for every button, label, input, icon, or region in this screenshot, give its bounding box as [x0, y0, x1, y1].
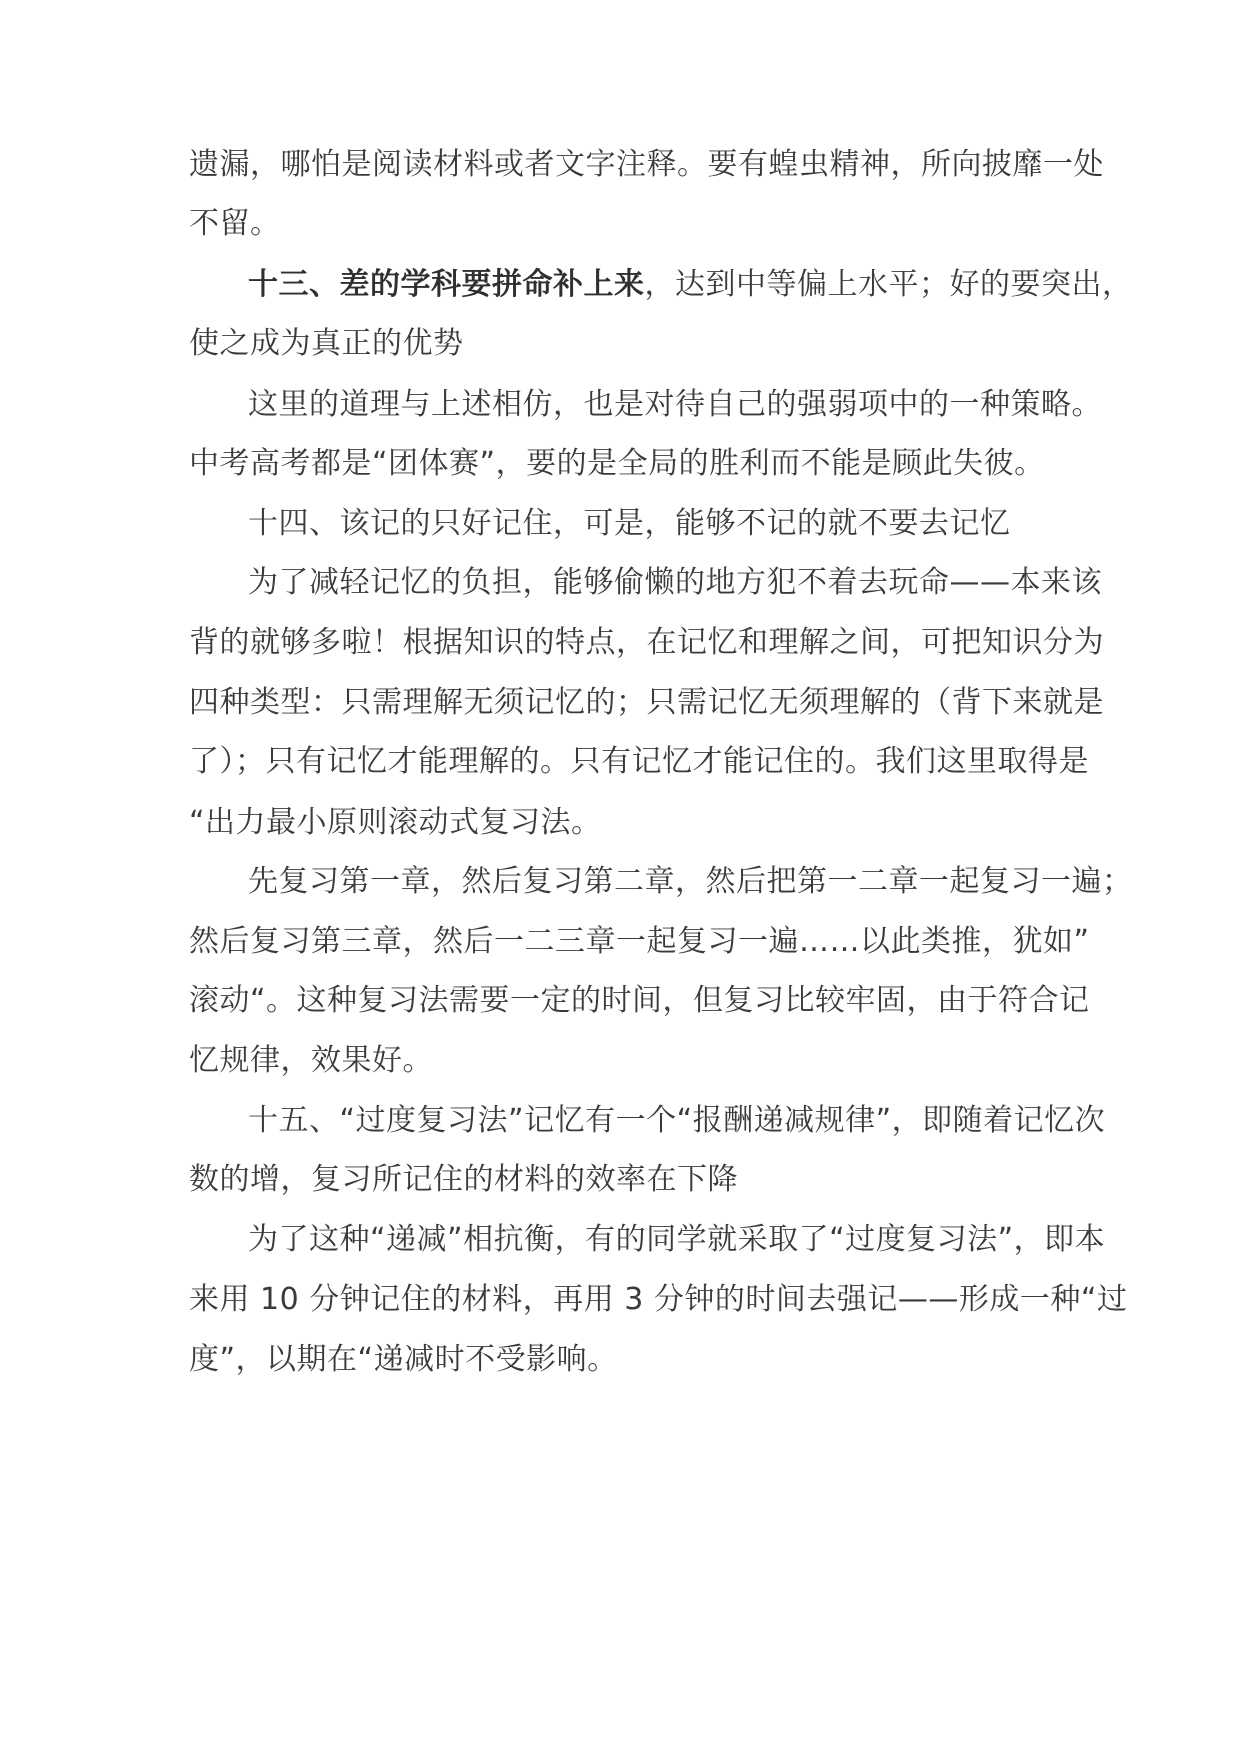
paragraph-line: 这里的道理与上述相仿，也是对待自己的强弱项中的一种策略。: [248, 387, 1102, 422]
heading-fourteen: 十四、该记的只好记住，可是，能够不记的就不要去记忆: [248, 506, 1011, 541]
heading-thirteen: [248, 265, 1133, 305]
heading-rest-text: ，达到中等偏上水平；好的要突出，: [644, 267, 1133, 302]
paragraph-line: 先复习第一章，然后复习第二章，然后把第一二章一起复习一遍；: [248, 864, 1133, 899]
paragraph-line: 来用 10 分钟记住的材料，再用 3 分钟的时间去强记——形成一种“过: [189, 1282, 1128, 1317]
paragraph-line: 滚动“。这种复习法需要一定的时间，但复习比较牢固，由于符合记: [189, 983, 1090, 1018]
paragraph-line: 度”，以期在“递减时不受影响。: [189, 1342, 618, 1377]
paragraph-line: 背的就够多啦！根据知识的特点，在记忆和理解之间，可把知识分为: [189, 625, 1104, 660]
heading-fifteen: 十五、“过度复习法”记忆有一个“报酬递减规律”，即随着记忆次: [248, 1103, 1106, 1138]
paragraph-line: 使之成为真正的优势: [189, 326, 464, 361]
heading-bold-text: 十三、差的学科要拼命补上来: [248, 267, 645, 302]
paragraph-line: 忆规律，效果好。: [189, 1043, 433, 1078]
paragraph-line: 为了这种“递减”相抗衡，有的同学就采取了“过度复习法”，即本: [248, 1222, 1106, 1257]
paragraph-line: 四种类型：只需理解无须记忆的；只需记忆无须理解的（背下来就是: [189, 685, 1104, 720]
paragraph-line: 遗漏，哪怕是阅读材料或者文字注释。要有蝗虫精神，所向披靡一处: [189, 147, 1104, 182]
paragraph-line: 然后复习第三章，然后一二三章一起复习一遍……以此类推，犹如”: [189, 924, 1090, 959]
paragraph-line: 数的增，复习所记住的材料的效率在下降: [189, 1162, 738, 1197]
paragraph-line: “出力最小原则滚动式复习法。: [189, 805, 602, 840]
paragraph-line: 中考高考都是“团体赛”，要的是全局的胜利而不能是顾此失彼。: [189, 446, 1045, 481]
paragraph-line: 为了减轻记忆的负担，能够偷懒的地方犯不着去玩命——本来该: [248, 565, 1102, 600]
paragraph-line: 不留。: [189, 206, 281, 241]
paragraph-line: 了）；只有记忆才能理解的。只有记忆才能记住的。我们这里取得是: [189, 744, 1089, 779]
